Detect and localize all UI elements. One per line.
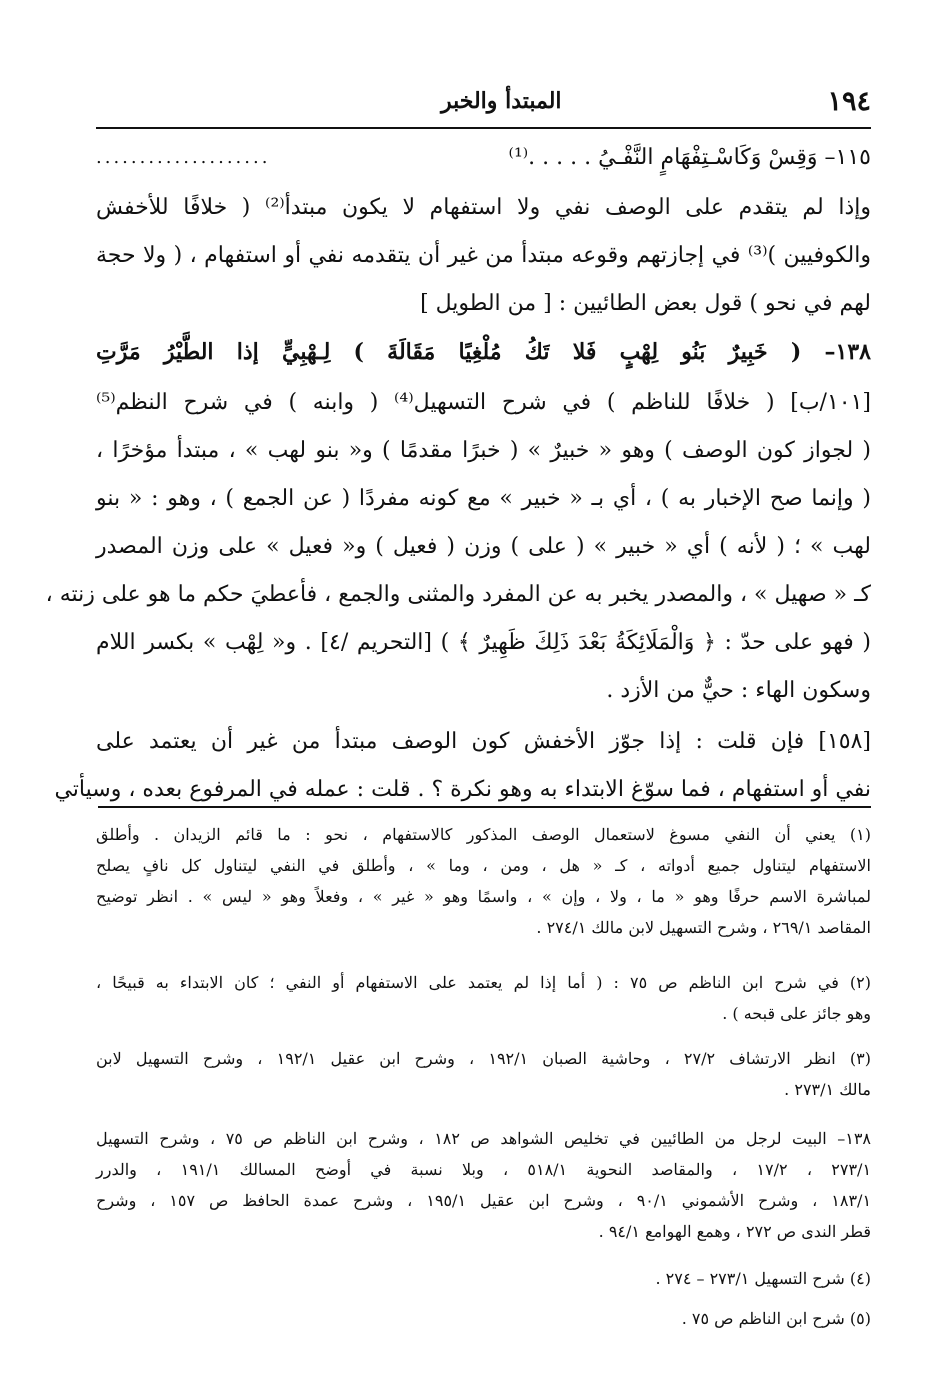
running-title: المبتدأ والخبر [441,88,562,114]
body-line-1: وإذا لم يتقدم على الوصف نفي ولا استفهام لا يكون مبتدأ⁽²⁾ ( خلافًا للأخفش [96,195,871,220]
footnote-138-line-3: ١٨٣/١ ، وشرح الأشموني ٩٠/١ ، وشرح ابن عقيل ١٩٥/١ ، وشرح عمدة الحافظ ص ١٥٧ ، وشرح [96,1191,872,1210]
footnote-138-line-2: ٢٧٣/١ ، ١٧/٢ ، والمقاصد النحوية ٥١٨/١ ، وبلا نسبة في أوضح المسالك ١٩١/١ ، والدرر [96,1160,872,1179]
body-line-5: [١٠١/ب] ( خلافًا للناظم ) في شرح التسهيل⁽⁴⁾ ( وابنه ) في شرح النظم⁽⁵⁾ [96,390,871,415]
header-rule [96,127,871,129]
footnote-1-line-3: لمباشرة الاسم حرفًا وهو « ما ، ولا ، وإن » ، واسمًا وهو « غير » ، وفعلاً وهو « ليس » . انظر توضيح [96,887,871,906]
footnote-rule [98,806,871,808]
footnote-2-line-1: (٢) في شرح ابن الناظم ص ٧٥ : ( أما إذا لم يعتمد على الاستفهام أو النفي ؛ كان الابتداء به قبيحًا ، [96,973,871,992]
body-line-9: كـ « صهيل » ، والمصدر يخبر به عن المفرد والمثنى والجمع ، فأعطيَ حكم ما هو على زنته ، [45,582,871,607]
footnote-4: (٤) شرح التسهيل ٢٧٣/١ – ٢٧٤ . [655,1269,871,1288]
verse-138: ١٣٨– ( خَبِيرٌ بَنُو لِهْبٍ فَلا تَكُ مُلْغِيًا مَقَالَةَ ) لِـهْبِيٍّ إذا الطَّيْرُ مَرَّتِ [96,339,871,365]
footnote-2-line-2: وهو جائز على قبحه ) . [722,1004,871,1023]
footnote-138-line-4: قطر الندى ص ٢٧٢ ، وهمع الهوامع ٩٤/١ . [598,1222,871,1241]
footnote-3-line-1: (٣) انظر الارتشاف ٢٧/٢ ، وحاشية الصبان ١٩٢/١ ، وشرح ابن عقيل ١٩٢/١ ، وشرح التسهيل لابن [96,1049,872,1068]
page-header [96,84,871,128]
footnote-138-line-1: ١٣٨– البيت لرجل من الطائيين في تخليص الشواهد ص ١٨٢ ، وشرح ابن الناظم ص ٧٥ ، وشرح التسهيل [96,1129,871,1148]
verse-115-text: ١١٥– وَقِسْ وَكَاسْـتِفْهَامٍ النَّفْـيُ . . . . .⁽¹⁾ [508,145,871,170]
body-line-13: نفي أو استفهام ، فما سوّغ الابتداء به وهو نكرة ؟ . قلت : عمله في المرفوع بعده ، وسيأتي [54,777,871,802]
footnote-1-line-1: (١) يعني أن النفي مسوغ لاستعمال الوصف المذكور كالاستفهام ، نحو : ما قائم الزيدان . وأطلق [96,825,871,844]
body-line-12: [١٥٨] فإن قلت : إذا جوّز الأخفش كون الوصف مبتدأ من غير أن يعتمد على [96,729,871,754]
verse-115-dots: .................... [96,147,271,168]
page-number: ١٩٤ [827,86,871,117]
body-line-10: ( فهو على حدّ : ﴿ وَالْمَلَائِكَةُ بَعْدَ ذَلِكَ ظَهِيرٌ ﴾ ) [التحريم /٤] . و« لِهْب » بكسر اللام [96,630,871,655]
body-line-11: وسكون الهاء : حيٌّ من الأزد . [606,678,871,703]
body-line-6: ( لجواز كون الوصف ) وهو « خبيرٌ » ( خبرًا مقدمًا ) و« بنو لهب » ، مبتدأ مؤخرًا ، [96,438,871,463]
footnote-1-line-4: المقاصد ٢٦٩/١ ، وشرح التسهيل لابن مالك ٢٧٤/١ . [536,918,871,937]
body-line-2: والكوفيين )⁽³⁾ في إجازتهم وقوعه مبتدأ من غير أن يتقدمه نفي أو استفهام ، ( ولا حجة [96,243,871,268]
body-line-7: ( وإنما صح الإخبار به ) ، أي بـ « خبير » مع كونه مفردًا ( عن الجمع ) ، وهو : « بنو [96,486,871,511]
footnote-1-line-2: الاستفهام ليتناول جميع أدواته ، كـ « هل ، ومن ، وما » ، وأطلق في النفي ليتناول كل نافٍ يصلح [96,856,871,875]
footnote-5: (٥) شرح ابن الناظم ص ٧٥ . [681,1309,871,1328]
footnote-3-line-2: مالك ٢٧٣/١ . [784,1080,871,1099]
verse-115 [96,138,871,178]
body-line-3: لهم في نحو ) قول بعض الطائيين : [ من الطويل ] [420,291,871,316]
body-line-8: لهب » ؛ ( لأنه ) أي « خبير » ( على ) وزن ( فعيل ) و« فعيل » على وزن المصدر [96,534,871,559]
